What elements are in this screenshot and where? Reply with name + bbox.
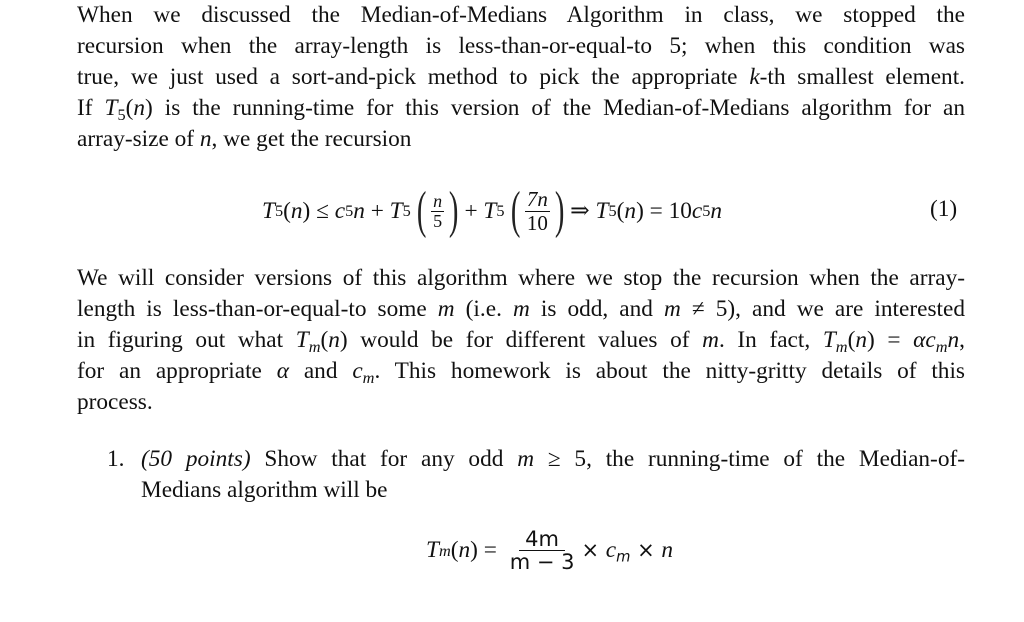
- fraction-7n-over-10: $\frac{7n}{10}$: [526, 187, 548, 235]
- paren-n-over-5: ( $\frac{n}{5}$ ): [416, 182, 459, 239]
- paren-7n-over-10: ( $\frac{7n}{10}$ ): [510, 182, 565, 239]
- question-1-line-2: Medians algorithm will be: [141, 477, 388, 503]
- equation-number: (1): [930, 196, 958, 222]
- intro-line-3: true, we just used a sort-and-pick method to pick the appropriate k-th smallest element.: [77, 64, 965, 90]
- para2-line-1: We will consider versions of this algorithm where we stop the recursion when the array-: [77, 265, 965, 291]
- equation-1: T 5 ( n ) ≤ c 5 n + T 5 ( $\frac{n}{5}$ ) + T 5 ( $\frac{7n}{10}$ ) ⇒ T 5 ( n ) = 10 c 5 n: [262, 182, 723, 239]
- question-1-line-1: (50 points) Show that for any odd m ≥ 5, the running-time of the Median-of-: [141, 446, 965, 472]
- intro-line-1: When we discussed the Median-of-Medians Algorithm in class, we stopped the: [77, 2, 965, 28]
- versions-paragraph: [77, 263, 965, 418]
- fraction-n-over-5: $\frac{n}{5}$: [433, 190, 443, 231]
- intro-paragraph: [77, 0, 965, 155]
- intro-line-5: array-size of n, we get the recursion: [77, 126, 412, 152]
- para2-line-4: for an appropriate α and $c_m$. This homework is about the nitty-gritty details of this: [77, 358, 965, 387]
- question-1-marker: 1.: [107, 446, 125, 472]
- equation-2-tail: × $c_m \times n$: [581, 537, 674, 566]
- para2-line-2: length is less-than-or-equal-to some m (i.e. m is odd, and m ≠ 5), and we are interested: [77, 296, 965, 322]
- equation-2: T m ( n ) = $\frac{4m}{m - 3}$ × $c_m \times n$: [426, 527, 674, 575]
- fraction-4m-over-m-minus-3: $\frac{4m}{m - 3}$: [509, 527, 575, 575]
- intro-line-2: recursion when the array-length is less-than-or-equal-to 5; when this condition was: [77, 33, 965, 59]
- para2-line-5: process.: [77, 389, 153, 415]
- para2-line-3: in figuring out what $T_m(n)$ would be for different values of m. In fact, $T_m(n) = \alpha c_mn$,: [77, 327, 965, 356]
- intro-line-4: If $T_5(n)$ is the running-time for this version of the Median-of-Medians algorithm for an: [77, 95, 965, 124]
- question-1: [107, 444, 965, 506]
